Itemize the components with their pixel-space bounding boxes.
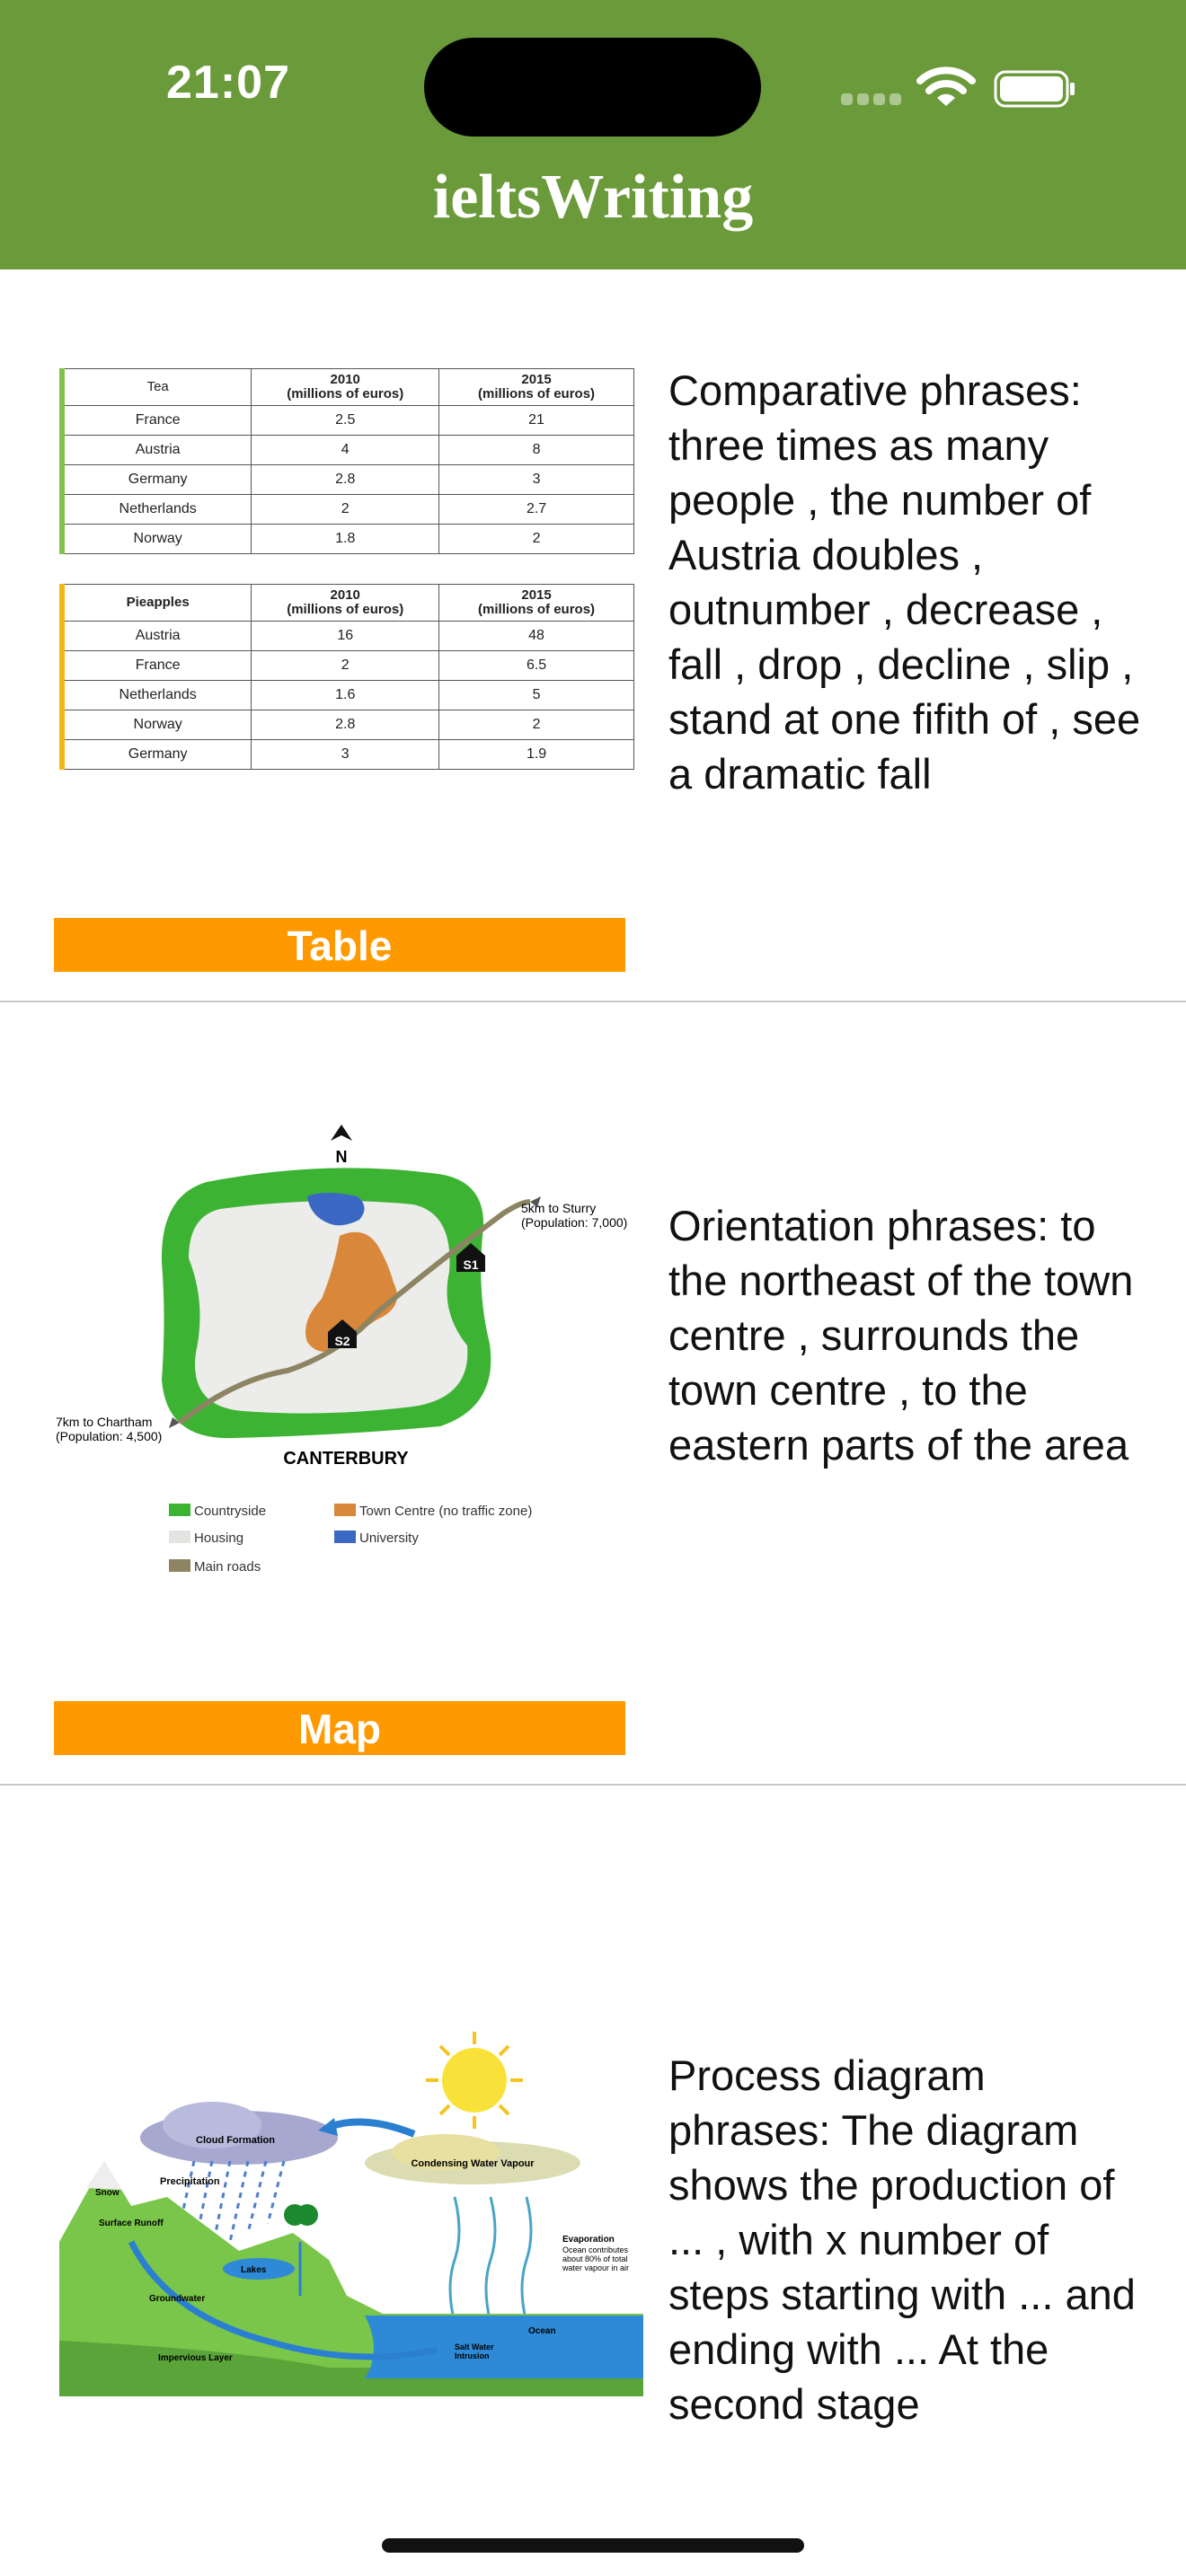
table-cell: 2.8 (252, 465, 439, 495)
precipitation-label: Precipitation (160, 2176, 220, 2187)
legend-housing: Housing (194, 1531, 244, 1546)
table-cell: Netherlands (62, 681, 252, 710)
table-cell: 1.6 (252, 681, 439, 710)
sturry-population-label: (Population: 7,000) (521, 1215, 628, 1230)
table-cell: Germany (62, 465, 252, 495)
table-header-cell: 2015 (millions of euros) (439, 585, 634, 622)
table-cell: 3 (252, 740, 439, 770)
table-cell: 2 (252, 495, 439, 525)
table-cell: 48 (439, 622, 634, 651)
salt-water-label: Salt Water (455, 2342, 494, 2351)
table-cell: 2 (439, 525, 634, 554)
sturry-label: 5km to Sturry (521, 1201, 597, 1215)
status-time: 21:07 (166, 57, 290, 109)
table-row (62, 651, 634, 681)
table-header-cell: 2015 (millions of euros) (439, 369, 634, 406)
table-cell: 1.8 (252, 525, 439, 554)
table-row (62, 465, 634, 495)
table-cell: 1.9 (439, 740, 634, 770)
chartham-label: 7km to Chartham (56, 1415, 153, 1429)
list-item-process[interactable] (0, 1786, 1186, 2522)
table-thumbnail (54, 359, 647, 772)
surface-runoff-label: Surface Runoff (99, 2219, 164, 2228)
ocean-note-label: Ocean contributes (562, 2245, 629, 2254)
table-cell: 3 (439, 465, 634, 495)
table-cell: Norway (62, 525, 252, 554)
legend-main-roads: Main roads (194, 1559, 261, 1575)
table-cell: Norway (62, 710, 252, 740)
table-cell: 6.5 (439, 651, 634, 681)
ocean-note-label: about 80% of total (562, 2254, 628, 2263)
table-cell: 21 (439, 406, 634, 436)
table-header-cell: 2010 (millions of euros) (252, 369, 439, 406)
table-cell: 8 (439, 436, 634, 465)
table-cell: Netherlands (62, 495, 252, 525)
table-cell: France (62, 651, 252, 681)
table-cell: 4 (252, 436, 439, 465)
process-diagram-thumbnail (59, 2026, 643, 2396)
salt-water-label: Intrusion (455, 2351, 490, 2360)
ocean-note-label: water vapour in air (562, 2263, 630, 2272)
table-cell: 2.7 (439, 495, 634, 525)
table-cell: Germany (62, 740, 252, 770)
ocean-label: Ocean (528, 2326, 556, 2336)
table-cell: France (62, 406, 252, 436)
home-indicator[interactable] (382, 2538, 804, 2553)
snow-label: Snow (95, 2188, 119, 2198)
table-row (62, 622, 634, 651)
site-2-label: S2 (334, 1334, 350, 1348)
chartham-population-label: (Population: 4,500) (56, 1429, 163, 1443)
cell-description: Comparative phrases: three times as many people , the number of Austria doubles , outnumber , decrease , fall , drop , decline , slip , stand at one fifith of , see a dramatic fall (668, 366, 1141, 798)
navigation-header (0, 0, 1186, 269)
table-cell: 5 (439, 681, 634, 710)
table-header-cell: 2010 (millions of euros) (252, 585, 439, 622)
table-header-cell: Tea (62, 369, 252, 406)
groundwater-label: Groundwater (149, 2294, 206, 2304)
cellular-signal-icon (841, 93, 906, 110)
cloud-formation-label: Cloud Formation (196, 2135, 275, 2146)
legend-town-centre: Town Centre (no traffic zone) (359, 1504, 533, 1519)
table-cell: 2 (252, 651, 439, 681)
table-header-cell: Pieapples (62, 585, 252, 622)
table-row (62, 495, 634, 525)
table-row (62, 740, 634, 770)
app-title: ieltsWriting (432, 163, 754, 232)
map-thumbnail (54, 1110, 647, 1595)
table-row (62, 710, 634, 740)
table-row (62, 681, 634, 710)
site-1-label: S1 (463, 1257, 479, 1272)
impervious-layer-label: Impervious Layer (158, 2353, 233, 2363)
cell-description: Process diagram phrases: The diagram shows the production of ... , with x number of steps starting with ... and ending with ... At the second stage (668, 2051, 1136, 2428)
table-cell: 2 (439, 710, 634, 740)
table-cell: Austria (62, 436, 252, 465)
table-cell: 2.8 (252, 710, 439, 740)
map-category-button[interactable]: Map (54, 1701, 625, 1755)
table-row (62, 436, 634, 465)
condensing-label: Condensing Water Vapour (411, 2158, 535, 2169)
battery-icon (994, 70, 1076, 108)
table-row (62, 406, 634, 436)
lakes-label: Lakes (241, 2265, 267, 2275)
evaporation-label: Evaporation (562, 2235, 615, 2245)
cell-description: Orientation phrases: to the northeast of the town centre , surrounds the town centre , to the eastern parts of the area (668, 1202, 1134, 1469)
table-cell: Austria (62, 622, 252, 651)
table-cell: 2.5 (252, 406, 439, 436)
map-title: CANTERBURY (283, 1449, 409, 1469)
dynamic-island (424, 38, 761, 137)
legend-university: University (359, 1531, 419, 1546)
wifi-icon (916, 66, 976, 110)
table-cell: 16 (252, 622, 439, 651)
table-row (62, 525, 634, 554)
north-label: N (335, 1148, 348, 1166)
legend-countryside: Countryside (194, 1504, 267, 1519)
list-item-map[interactable] (0, 1002, 1186, 1784)
ocean-area (365, 2316, 643, 2378)
list-item-table[interactable] (0, 269, 1186, 1002)
table-category-button[interactable]: Table (54, 918, 625, 972)
pineapples-table (59, 584, 634, 770)
tea-table (59, 368, 634, 554)
